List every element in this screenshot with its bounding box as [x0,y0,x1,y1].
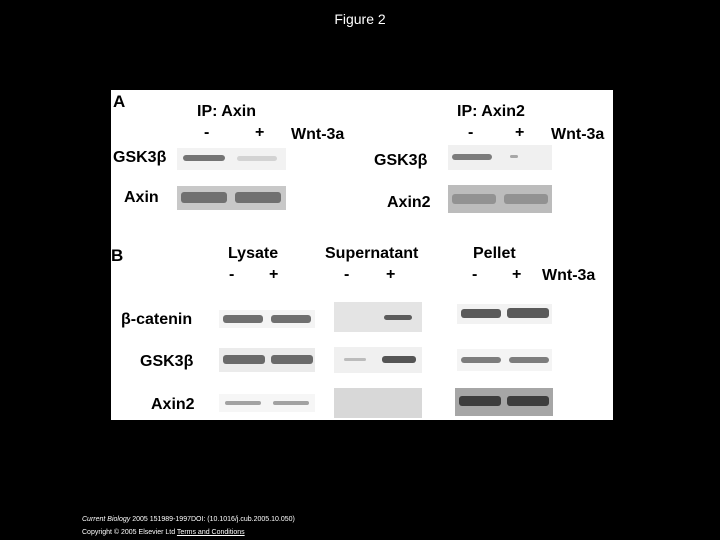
panel-b-lysate-plus: + [269,266,279,283]
blot-b-pellet-beta-catenin [457,304,552,324]
band [235,192,281,203]
panel-a-left-minus: - [204,124,210,141]
panel-b-row-beta-catenin: β-catenin [121,311,193,328]
band [223,355,265,364]
panel-b-group-lysate: Lysate [228,245,279,262]
band [271,315,311,323]
panel-b-group-pellet: Pellet [473,245,516,262]
panel-a-label: A [113,92,126,111]
blot-b-supernatant-beta-catenin [334,302,422,332]
band [223,315,263,323]
band [510,155,518,158]
panel-b-group-supernatant: Supernatant [325,245,419,262]
band [273,401,309,405]
panel-a-right-minus: - [468,124,474,141]
band [271,355,313,364]
band [183,155,225,161]
journal-name: Current Biology [82,516,131,523]
band [507,308,549,318]
band [459,396,501,406]
panel-a-left-row-gsk3b: GSK3β [113,149,167,166]
band [344,358,366,361]
band [452,194,496,204]
band [461,357,501,363]
panel-b-row-axin2: Axin2 [151,396,195,413]
panel-a-left-treatment: Wnt-3a [291,126,345,143]
citation-text: 2005 151989-1997DOI: (10.1016/j.cub.2005.10.050) [130,516,295,523]
panel-a-left-header: IP: Axin [197,103,256,120]
blot-b-supernatant-gsk3b [334,347,422,373]
band [461,309,501,318]
panel-b-supernatant-plus: + [386,266,396,283]
band [507,396,549,406]
panel-a-right-row-gsk3b: GSK3β [374,152,428,169]
panel-a-right-plus: + [515,124,525,141]
blot-b-lysate-beta-catenin [219,310,315,328]
panel-b-supernatant-minus: - [344,266,350,283]
panel-a-right-row-axin2: Axin2 [387,194,431,211]
blot-a-axin [177,186,286,210]
panel-a-left-row-axin: Axin [124,189,159,206]
blot-b-pellet-gsk3b [457,349,552,371]
figure-panel [111,90,613,420]
blot-b-supernatant-axin2 [334,388,422,418]
band [384,315,412,320]
blot-a-gsk3b [177,148,286,170]
panel-b-row-gsk3b: GSK3β [140,353,194,370]
slide-title: Figure 2 [334,11,386,27]
panel-b-pellet-plus: + [512,266,522,283]
band [504,194,548,204]
band [509,357,549,363]
panel-a-right-header: IP: Axin2 [457,103,525,120]
panel-b-lysate-minus: - [229,266,235,283]
band [225,401,261,405]
blot-b-lysate-axin2 [219,394,315,412]
terms-link[interactable]: Terms and Conditions [176,529,245,536]
blot-a-axin2 [448,185,552,213]
band [237,156,277,161]
band [452,154,492,160]
panel-b-treatment: Wnt-3a [542,267,596,284]
footer-citation [82,516,295,523]
blot-a-gsk3b-axin2 [448,145,552,170]
band [181,192,227,203]
footer-copyright [82,529,245,536]
copyright-text: Copyright © 2005 Elsevier Ltd [82,529,177,536]
panel-b-label: B [111,246,124,265]
panel-a-left-plus: + [255,124,265,141]
blot-b-pellet-axin2 [455,388,553,416]
panel-b-pellet-minus: - [472,266,478,283]
band [382,356,416,363]
panel-a-right-treatment: Wnt-3a [551,126,605,143]
blot-b-lysate-gsk3b [219,348,315,372]
